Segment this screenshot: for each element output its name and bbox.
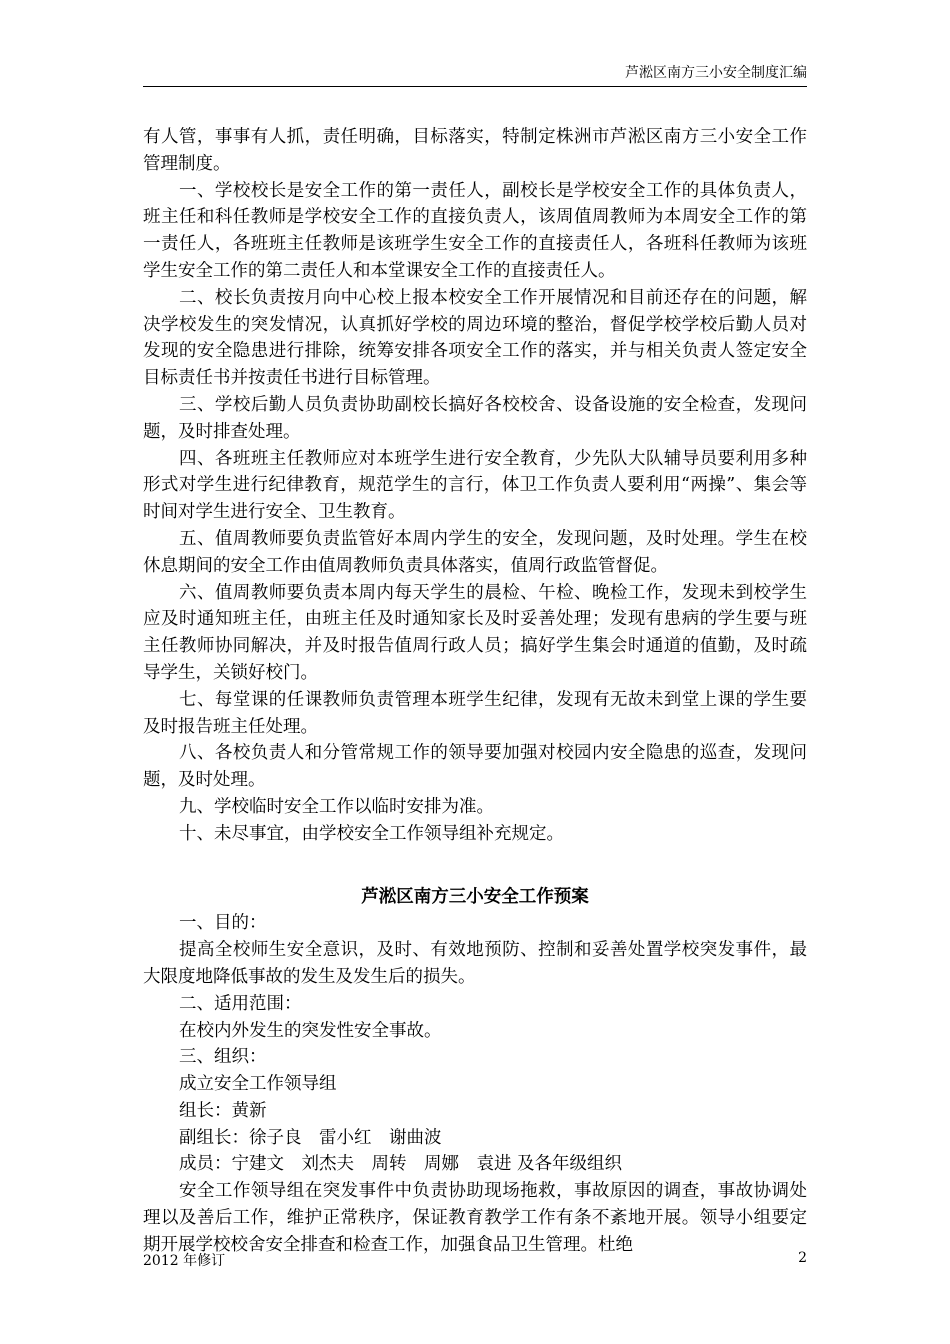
paragraph: 成员：宁建文 刘杰夫 周转 周娜 袁进 及各年级组织 bbox=[179, 1154, 623, 1175]
paragraph: 成立安全工作领导组 bbox=[179, 1074, 337, 1095]
rule-4: 四、各班班主任教师应对本班学生进行安全教育，少先队大队辅导员要利用多种形式对学生进行纪律教育，规范学生的言行，体卫工作负责人要利用“两操”、集会等时间对学生进行安全、卫生教育。 bbox=[143, 448, 807, 523]
rule-3: 三、学校后勤人员负责协助副校长搞好各校校舍、设备设施的安全检查，发现问题，及时排查处理。 bbox=[143, 394, 807, 442]
rule-6: 六、值周教师要负责本周内每天学生的晨检、午检、晚检工作，发现未到校学生应及时通知班主任，由班主任及时通知家长及时妥善处理；发现有患病的学生要与班主任教师协同解决，并及时报告值周行政人员；搞好学生集会时通道的值勤，及时疏导学生，关锁好校门。 bbox=[143, 582, 807, 683]
rule-7: 七、每堂课的任课教师负责管理本班学生纪律，发现有无故未到堂上课的学生要及时报告班主任处理。 bbox=[143, 689, 807, 737]
footer-revision: 2012 年修订 bbox=[143, 1253, 226, 1269]
paragraph: 副组长：徐子良 雷小红 谢曲波 bbox=[179, 1127, 442, 1148]
rule-2: 二、校长负责按月向中心校上报本校安全工作开展情况和目前还存在的问题，解决学校发生的突发情况，认真抓好学校的周边环境的整治，督促学校学校后勤人员对发现的安全隐患进行排除，统筹安排各项安全工作的落实，并与相关负责人签定安全目标责任书并按责任书进行目标管理。 bbox=[143, 287, 807, 389]
rule-9: 九、学校临时安全工作以临时安排为准。 bbox=[179, 796, 494, 817]
rule-10: 十、未尽事宜，由学校安全工作领导组补充规定。 bbox=[179, 823, 564, 844]
running-header: 芦淞区南方三小安全制度汇编 bbox=[625, 65, 807, 81]
rule-5: 五、值周教师要负责监管好本周内学生的安全，发现问题，及时处理。学生在校休息期间的安全工作由值周教师负责具体落实，值周行政监管督促。 bbox=[143, 528, 807, 576]
paragraph: 组长：黄新 bbox=[179, 1100, 267, 1121]
section-heading: 二、适用范围： bbox=[179, 993, 302, 1014]
paragraph: 有人管，事事有人抓，责任明确，目标落实，特制定株洲市芦淞区南方三小安全工作管理制度。 bbox=[143, 127, 807, 174]
section-title: 芦淞区南方三小安全工作预案 bbox=[361, 886, 589, 907]
paragraph: 在校内外发生的突发性安全事故。 bbox=[179, 1020, 442, 1041]
paragraph: 安全工作领导组在突发事件中负责协助现场拖救，事故原因的调查，事故协调处理以及善后工作，维护正常秩序，保证教育教学工作有条不紊地开展。领导小组要定期开展学校校舍安全排查和检查工作，加强食品卫生管理。杜绝 bbox=[143, 1181, 807, 1255]
paragraph: 提高全校师生安全意识，及时、有效地预防、控制和妥善处置学校突发事件，最大限度地降低事故的发生及发生后的损失。 bbox=[143, 940, 807, 987]
rule-1: 一、学校校长是安全工作的第一责任人，副校长是学校安全工作的具体负责人，班主任和科任教师是学校安全工作的直接负责人，该周值周教师为本周安全工作的第一责任人，各班班主任教师是该班学生安全工作的直接责任人，各班科任教师为该班学生安全工作的第二责任人和本堂课安全工作的直接责任人。 bbox=[143, 180, 807, 281]
header-rule bbox=[143, 86, 807, 87]
document-body bbox=[143, 124, 807, 1259]
rule-8: 八、各校负责人和分管常规工作的领导要加强对校园内安全隐患的巡查，发现问题，及时处理。 bbox=[143, 743, 807, 791]
section-heading: 三、组织： bbox=[179, 1047, 267, 1068]
section-heading: 一、目的： bbox=[179, 913, 267, 934]
page-number: 2 bbox=[798, 1250, 807, 1266]
